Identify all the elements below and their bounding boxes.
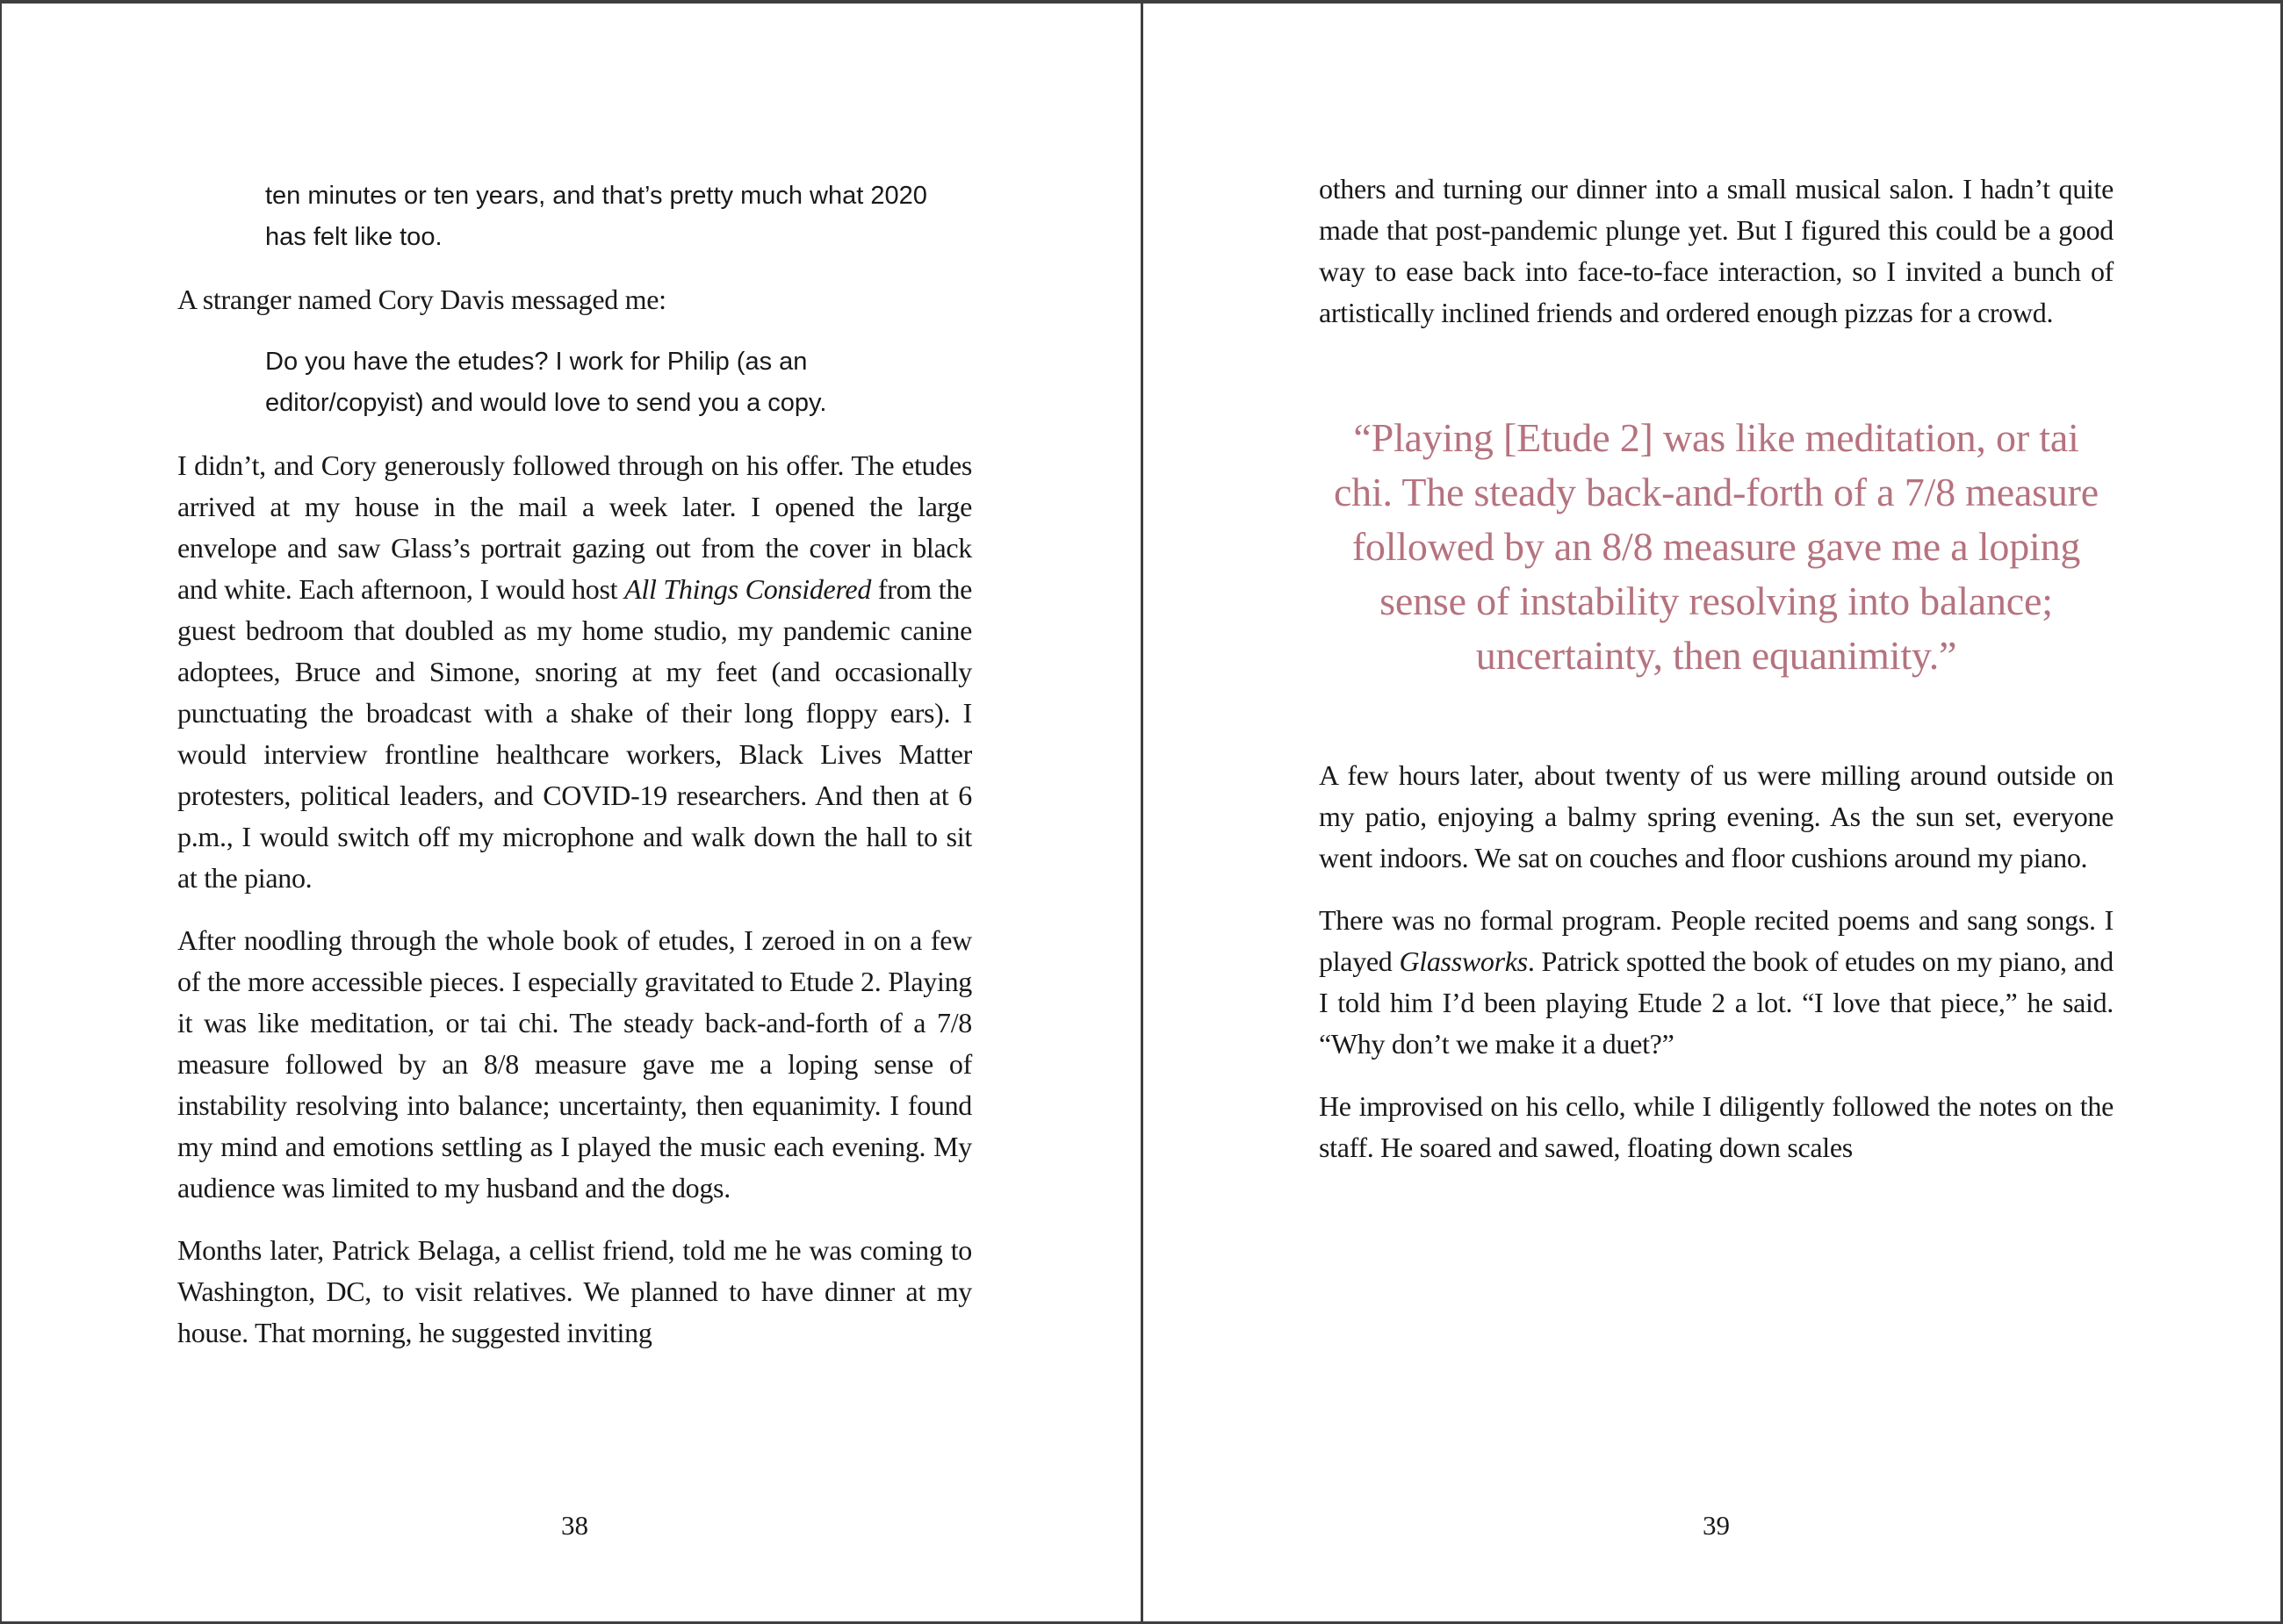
page-left-text-column	[177, 176, 972, 1375]
page-left	[2, 4, 1141, 1621]
page-number-left: 38	[561, 1510, 588, 1541]
para-text: from the guest bedroom that doubled as my home studio, my pandemic canine adoptees, Bruce and Simone, snoring at my feet (and occasionally punctuating the broadcast with a shake of their long floppy ears). I would interview frontline healthcare workers, Black Lives Matter protesters, political leaders, and COVID-19 researchers. And then at 6 p.m., I would switch off my microphone and walk down the hall to sit at the piano.	[177, 573, 972, 894]
para-stranger-messaged: A stranger named Cory Davis messaged me:	[177, 284, 666, 315]
pull-quote-etude: “Playing [Etude 2] was like meditation, or tai chi. The steady back-and-forth of a 7/8 measure followed by an 8/8 measure gave me a loping sense of instability resolving into balance; uncertainty, then equanimity.”	[1333, 415, 2099, 678]
page-right	[1143, 4, 2282, 1621]
para-musical-salon: others and turning our dinner into a small musical salon. I hadn’t quite made that post-pandemic plunge yet. But I figured this could be a good way to ease back into face-to-face interaction, so I invited a bunch of artistically inclined friends and ordered enough pizzas for a crowd.	[1319, 173, 2114, 328]
italic-glassworks: Glassworks	[1399, 945, 1528, 977]
para-text: There was no formal program. People recited poems and sang songs. I played	[1319, 904, 2114, 977]
blockquote-ten-minutes: ten minutes or ten years, and that’s pretty much what 2020 has felt like too.	[265, 182, 927, 251]
para-text: . Patrick spotted the book of etudes on my piano, and I told him I’d been playing Etude 2 a lot. “I love that piece,” he said. “Why don’t we make it a duet?”	[1319, 945, 2114, 1060]
blockquote-etudes-offer: Do you have the etudes? I work for Philip (as an editor/copyist) and would love to send you a copy.	[265, 348, 827, 417]
para-text: I didn’t, and Cory generously followed through on his offer. The etudes arrived at my house in the mail a week later. I opened the large envelope and saw Glass’s portrait gazing out from the cover in black and white. Each afternoon, I would host	[177, 449, 972, 605]
para-etudes-arrival	[177, 445, 972, 899]
para-after-noodling: After noodling through the whole book of etudes, I zeroed in on a few of the more accessible pieces. I especially gravitated to Etude 2. Playing it was like meditation, or tai chi. The steady back-and-forth of a 7/8 measure followed by an 8/8 measure gave me a loping sense of instability resolving into balance; uncertainty, then equanimity. I found my mind and emotions settling as I played the music each evening. My audience was limited to my husband and the dogs.	[177, 924, 972, 1204]
para-few-hours-later: A few hours later, about twenty of us were milling around outside on my patio, enjoying a balmy spring evening. As the sun set, everyone went indoors. We sat on couches and floor cushions around my piano.	[1319, 759, 2114, 873]
page-number-right: 39	[1703, 1510, 1730, 1541]
para-improvised-cello: He improvised on his cello, while I diligently followed the notes on the staff. He soared and sawed, floating down scales	[1319, 1090, 2114, 1163]
para-no-formal-program	[1319, 900, 2114, 1065]
page-right-text-column	[1319, 169, 2114, 1189]
para-months-later: Months later, Patrick Belaga, a cellist friend, told me he was coming to Washington, DC, to visit relatives. We planned to have dinner at my house. That morning, he suggested inviting	[177, 1234, 972, 1348]
italic-all-things-considered: All Things Considered	[624, 573, 872, 605]
